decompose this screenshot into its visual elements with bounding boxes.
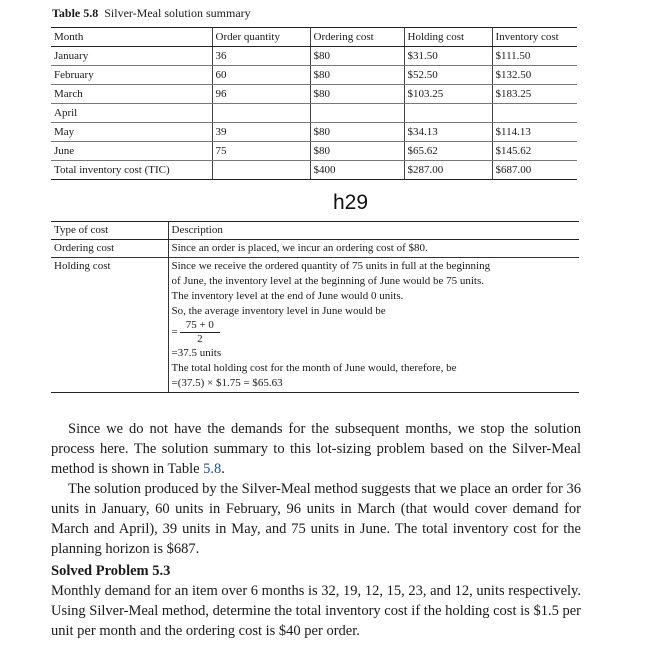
table-caption: [52, 6, 251, 21]
table-cell: $80: [310, 142, 404, 161]
fraction-equation: [172, 319, 576, 346]
fraction-numerator: 75 + 0: [180, 319, 220, 333]
paragraph-summary: The solution produced by the Silver-Meal method suggests that we place an order for 36 units in January, 60 units in February, 96 units in March (that would cover demand for March and April), 39 units in May, and 75 units in June. The total inventory cost for the planning horizon is $687.: [51, 481, 581, 557]
desc-line: So, the average inventory level in June would be: [171, 305, 386, 317]
table-cell: 60: [212, 66, 310, 85]
table-cell: [310, 104, 404, 123]
header-cell: Type of cost: [51, 222, 168, 240]
paragraph-conclusion: [51, 419, 581, 479]
table-cell: $400: [310, 161, 404, 180]
table-cell: [212, 104, 310, 123]
desc-line: of June, the inventory level at the beginning of June would be 75 units.: [171, 275, 485, 287]
table-cell: $65.62: [404, 142, 492, 161]
cost-description-table: [51, 221, 579, 393]
table-cell: [492, 104, 577, 123]
table-row: [51, 123, 577, 142]
table-cell: 96: [212, 85, 310, 104]
paragraph-text: .: [221, 461, 225, 477]
paragraph-problem: Monthly demand for an item over 6 months is 32, 19, 12, 15, 23, and 12, units respectively. Using Silver-Meal method, determine the total inventory cost if the holding cost is $1.5 per unit per month and the ordering cost is $40 per order.: [51, 583, 581, 639]
table-total-row: [51, 161, 577, 180]
equals-sign: =: [171, 326, 178, 339]
table-cell: $80: [310, 66, 404, 85]
table-cell: June: [51, 142, 212, 161]
table-cell: $80: [310, 85, 404, 104]
table-cell: $114.13: [492, 123, 577, 142]
header-cell: Holding cost: [404, 28, 492, 47]
table-cell: $132.50: [492, 66, 577, 85]
table-row: [51, 104, 577, 123]
table-cell: [212, 161, 310, 180]
fraction-denominator: 2: [197, 333, 203, 345]
table-row: [51, 85, 577, 104]
table-cell: 39: [212, 123, 310, 142]
table-cell: $183.25: [492, 85, 577, 104]
table-cell: Total inventory cost (TIC): [51, 161, 212, 180]
table-row: [51, 66, 577, 85]
table-title: Silver-Meal solution summary: [104, 6, 251, 20]
paragraph-text: Since we do not have the demands for the subsequent months, we stop the solution process here. The solution summary to this lot-sizing problem based on the Silver-Meal method is shown in Table: [51, 421, 581, 477]
cost-description: [168, 258, 579, 393]
table-label: Table 5.8: [52, 6, 99, 20]
table-cell: March: [51, 85, 212, 104]
table-cell: 36: [212, 47, 310, 66]
overlay-tag: h29: [333, 191, 369, 214]
cost-description: Since an order is placed, we incur an ordering cost of $80.: [168, 240, 579, 258]
table-cell: $103.25: [404, 85, 492, 104]
desc-line: The total holding cost for the month of June would, therefore, be: [171, 362, 457, 374]
desc-line: =(37.5) × $1.75 = $65.63: [171, 377, 283, 389]
table-row: [51, 240, 579, 258]
table-cell: $145.62: [492, 142, 577, 161]
cost-type: Ordering cost: [51, 240, 168, 258]
header-cell: Month: [51, 28, 212, 47]
table-reference-link[interactable]: 5.8: [203, 461, 222, 477]
table-header-row: [51, 28, 577, 47]
header-cell: Description: [168, 222, 579, 240]
table-cell: $80: [310, 47, 404, 66]
table-cell: January: [51, 47, 212, 66]
table-cell: $34.13: [404, 123, 492, 142]
table-cell: [404, 104, 492, 123]
table-cell: April: [51, 104, 212, 123]
header-cell: Ordering cost: [310, 28, 404, 47]
header-cell: Inventory cost: [492, 28, 577, 47]
section-heading: Solved Problem 5.3: [51, 563, 171, 579]
desc-line: =37.5 units: [171, 347, 222, 359]
table-cell: $687.00: [492, 161, 577, 180]
table-cell: May: [51, 123, 212, 142]
table-cell: February: [51, 66, 212, 85]
cost-type: Holding cost: [51, 258, 168, 393]
table-header-row: [51, 222, 579, 240]
desc-line: The inventory level at the end of June would 0 units.: [171, 290, 404, 302]
table-cell: $31.50: [404, 47, 492, 66]
table-row: [51, 142, 577, 161]
table-cell: $52.50: [404, 66, 492, 85]
table-cell: $111.50: [492, 47, 577, 66]
table-row: [51, 47, 577, 66]
desc-line: Since we receive the ordered quantity of 75 units in full at the beginning: [171, 260, 491, 272]
table-cell: 75: [212, 142, 310, 161]
silver-meal-summary-table: [51, 27, 577, 180]
fraction: [180, 319, 220, 346]
header-cell: Order quantity: [212, 28, 310, 47]
table-row: [51, 258, 579, 393]
table-cell: $80: [310, 123, 404, 142]
table-cell: $287.00: [404, 161, 492, 180]
